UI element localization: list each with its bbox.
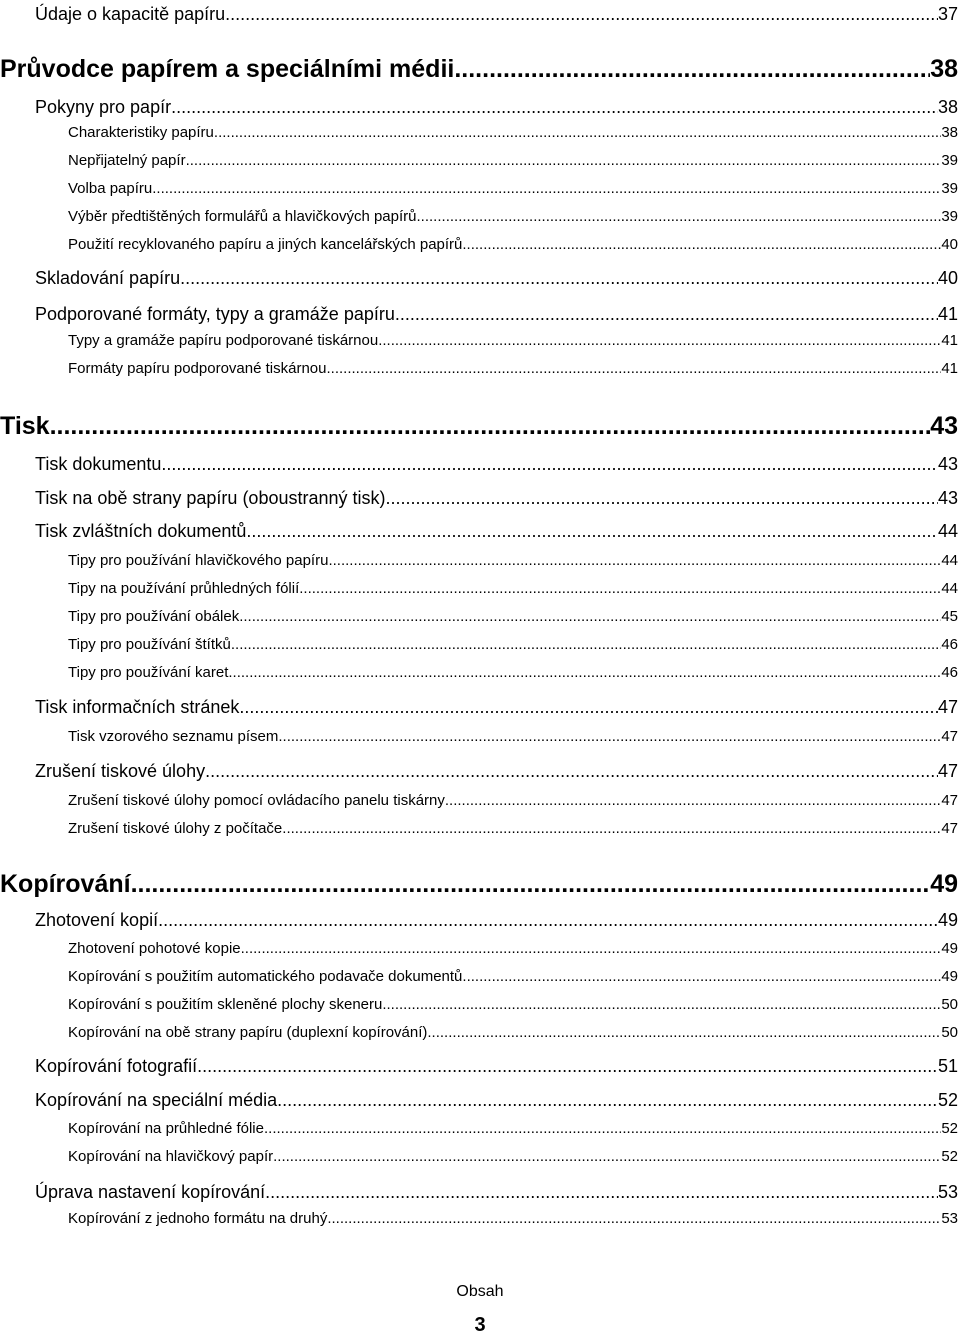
dot-leader [462,235,941,255]
toc-entry-title: Tipy na používání průhledných fólií [68,580,300,597]
dot-leader [186,151,942,171]
toc-entry[interactable] [35,266,958,290]
dot-leader [239,695,938,719]
toc-entry[interactable] [0,52,958,86]
dot-leader [228,663,941,683]
toc-entry[interactable] [35,95,958,119]
toc-entry-page: 38 [937,97,958,117]
toc-entry[interactable] [68,579,958,599]
toc-entry-page: 40 [941,236,958,253]
footer-page-number: 3 [474,1314,486,1336]
toc-entry-title: Charakteristiky papíru [68,124,214,141]
toc-entry-title: Úprava nastavení kopírování [35,1182,266,1202]
toc-entry-page: 41 [937,304,958,324]
dot-leader [246,519,938,543]
toc-entry[interactable] [35,302,958,326]
toc-entry-title: Zrušení tiskové úlohy pomocí ovládacího panelu tiskárny [68,792,445,809]
toc-entry-title: Tipy pro používání obálek [68,608,240,625]
dot-leader [180,266,938,290]
toc-entry[interactable] [0,867,958,901]
toc-entry-page: 43 [937,488,958,508]
toc-entry-title: Kopírování na průhledné fólie [68,1120,264,1137]
dot-leader [50,409,931,443]
toc-entry[interactable] [68,635,958,655]
dot-leader [239,607,941,627]
toc-entry-title: Údaje o kapacitě papíru [35,4,226,24]
toc-entry-page: 49 [937,910,958,930]
toc-entry-page: 39 [941,208,958,225]
toc-entry-page: 50 [941,996,958,1013]
toc-entry-title: Zrušení tiskové úlohy z počítače [68,820,283,837]
dot-leader [152,179,941,199]
toc-entry-page: 51 [937,1056,958,1076]
toc-entry[interactable] [68,179,958,199]
toc-entry-title: Kopírování z jednoho formátu na druhý [68,1210,328,1227]
toc-entry-title: Zrušení tiskové úlohy [35,761,206,781]
toc-entry-page: 49 [941,968,958,985]
toc-entry-title: Pokyny pro papír [35,97,172,117]
dot-leader [427,1023,941,1043]
toc-entry[interactable] [68,359,958,379]
toc-entry[interactable] [68,663,958,683]
toc-entry-title: Kopírování na hlavičkový papír [68,1148,274,1165]
dot-leader [299,579,941,599]
toc-entry-title: Kopírování s použitím automatického podavače dokumentů [68,968,463,985]
dot-leader [277,1088,938,1112]
dot-leader [386,486,938,510]
dot-leader [326,359,941,379]
toc-entry-title: Kopírování na obě strany papíru (duplexní kopírování) [68,1024,428,1041]
footer-section-label: Obsah [456,1283,504,1300]
toc-entry-title: Kopírování [0,870,131,898]
toc-entry-page: 52 [941,1120,958,1137]
toc-entry-page: 37 [937,4,958,24]
toc-entry[interactable] [35,759,958,783]
toc-entry[interactable] [35,452,958,476]
toc-entry-title: Kopírování s použitím skleněné plochy skeneru [68,996,383,1013]
dot-leader [417,207,942,227]
dot-leader [382,995,941,1015]
toc-entry-title: Zhotovení kopií [35,910,159,930]
dot-leader [197,1054,938,1078]
toc-entry-title: Tisk dokumentu [35,454,162,474]
toc-entry-page: 47 [941,820,958,837]
toc-entry-title: Zhotovení pohotové kopie [68,940,241,957]
toc-entry[interactable] [68,819,958,839]
toc-entry-page: 44 [937,521,958,541]
dot-leader [454,52,930,86]
toc-entry-page: 53 [941,1210,958,1227]
dot-leader [158,908,938,932]
dot-leader [241,939,942,959]
toc-entry-page: 47 [937,697,958,717]
toc-entry[interactable] [68,939,958,959]
toc-entry[interactable] [68,331,958,351]
toc-entry-page: 44 [941,552,958,569]
toc-entry-title: Volba papíru [68,180,153,197]
toc-entry[interactable] [35,1054,958,1078]
toc-entry[interactable] [68,1209,958,1229]
toc-entry[interactable] [35,486,958,510]
toc-entry[interactable] [68,1147,958,1167]
dot-leader [273,1147,941,1167]
toc-entry-title: Formáty papíru podporované tiskárnou [68,360,327,377]
toc-entry[interactable] [68,1023,958,1043]
toc-entry[interactable] [68,995,958,1015]
toc-entry-title: Tipy pro používání hlavičkového papíru [68,552,329,569]
dot-leader [328,551,941,571]
toc-entry-page: 43 [937,454,958,474]
toc-entry-page: 47 [941,792,958,809]
toc-entry[interactable] [35,695,958,719]
toc-entry-title: Typy a gramáže papíru podporované tiskárnou [68,332,379,349]
toc-entry-title: Použití recyklovaného papíru a jiných kancelářských papírů [68,236,463,253]
toc-entry[interactable] [0,409,958,443]
toc-entry[interactable] [68,151,958,171]
dot-leader [327,1209,941,1229]
toc-entry-title: Tipy pro používání štítků [68,636,231,653]
dot-leader [378,331,941,351]
toc-entry[interactable] [68,791,958,811]
dot-leader [171,95,938,119]
toc-entry-title: Nepřijatelný papír [68,152,186,169]
toc-entry-page: 49 [930,870,958,898]
toc-entry[interactable] [68,123,958,143]
dot-leader [395,302,938,326]
toc-entry-title: Kopírování fotografií [35,1056,198,1076]
toc-entry-title: Tisk na obě strany papíru (oboustranný tisk) [35,488,386,508]
toc-entry-page: 50 [941,1024,958,1041]
dot-leader [231,635,941,655]
toc-entry-title: Tisk [0,412,50,440]
toc-entry[interactable] [35,519,958,543]
dot-leader [264,1119,941,1139]
dot-leader [161,452,938,476]
dot-leader [214,123,941,143]
toc-entry-page: 49 [941,940,958,957]
toc-entry-page: 38 [930,55,958,83]
toc-entry[interactable] [68,551,958,571]
dot-leader [462,967,941,987]
toc-entry-page: 44 [941,580,958,597]
dot-leader [282,819,941,839]
toc-entry[interactable] [35,1088,958,1112]
dot-leader [278,727,941,747]
toc-entry[interactable] [68,607,958,627]
toc-entry[interactable] [68,235,958,255]
toc-entry-page: 46 [941,636,958,653]
toc-entry-title: Skladování papíru [35,268,181,288]
toc-entry-page: 41 [941,360,958,377]
toc-entry-title: Podporované formáty, typy a gramáže papíru [35,304,395,324]
toc-entry[interactable] [35,2,958,26]
toc-entry[interactable] [68,727,958,747]
dot-leader [445,791,941,811]
toc-entry-page: 46 [941,664,958,681]
toc-entry-page: 52 [937,1090,958,1110]
toc-entry-page: 43 [930,412,958,440]
toc-entry-title: Tisk vzorového seznamu písem [68,728,279,745]
toc-entry[interactable] [68,207,958,227]
dot-leader [131,867,931,901]
toc-entry-page: 41 [941,332,958,349]
dot-leader [265,1180,938,1204]
toc-entry-page: 47 [937,761,958,781]
toc-entry-title: Tipy pro používání karet [68,664,229,681]
toc-entry-page: 39 [941,152,958,169]
toc-entry-title: Tisk zvláštních dokumentů [35,521,247,541]
dot-leader [225,2,938,26]
toc-entry-page: 38 [941,124,958,141]
toc-entry-title: Průvodce papírem a speciálními médii [0,55,455,83]
toc-entry-page: 53 [937,1182,958,1202]
dot-leader [205,759,938,783]
toc-entry-title: Kopírování na speciální média [35,1090,278,1110]
toc-entry[interactable] [68,967,958,987]
toc-entry-page: 45 [941,608,958,625]
toc-entry-page: 52 [941,1148,958,1165]
toc-entry[interactable] [35,908,958,932]
toc-entry[interactable] [35,1180,958,1204]
toc-entry[interactable] [68,1119,958,1139]
toc-entry-page: 40 [937,268,958,288]
toc-entry-page: 39 [941,180,958,197]
toc-entry-title: Výběr předtištěných formulářů a hlavičkových papírů [68,208,417,225]
toc-entry-page: 47 [941,728,958,745]
toc-entry-title: Tisk informačních stránek [35,697,240,717]
